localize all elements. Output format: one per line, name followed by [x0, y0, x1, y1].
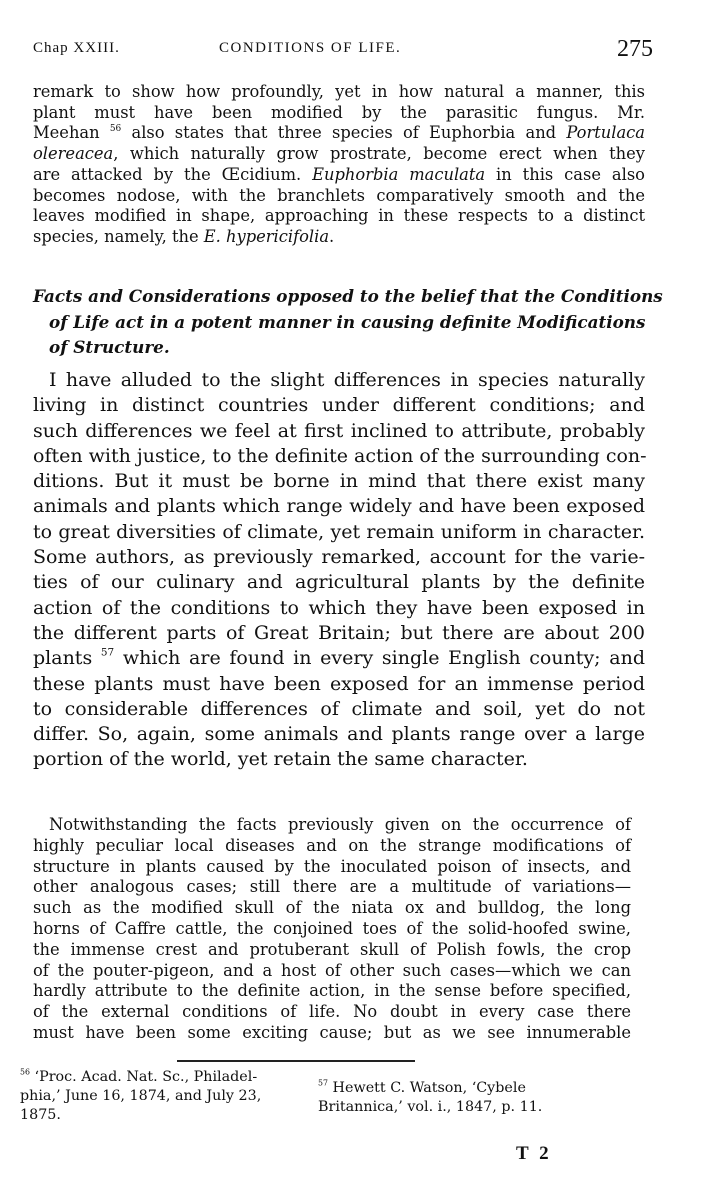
text-line: animals and plants which range widely and have been exposed [33, 495, 645, 518]
text-line: to considerable differences of climate and soil, yet do not [33, 697, 645, 720]
text-line: action of the conditions to which they have been exposed in [33, 596, 645, 619]
heading-line: Facts and Considerations opposed to the belief that the Conditions [33, 286, 663, 306]
text-line: such differences we feel at first inclined to attribute, probably [33, 419, 645, 442]
footnote-line: phia,’ June 16, 1874, and July 23, [20, 1088, 262, 1104]
text-line: olereacea, which naturally grow prostrate, become erect when they [33, 144, 645, 164]
footnote-line: 1875. [20, 1107, 61, 1123]
text-line: highly peculiar local diseases and on the strange modifications of [33, 835, 631, 855]
text-line: hardly attribute to the definite action, in the sense before specified, [33, 981, 631, 1001]
text-line: of the pouter-pigeon, and a host of other such cases—which we can [33, 960, 631, 980]
text-line: of the external conditions of life. No doubt in every case there [33, 1002, 631, 1022]
text-line: differ. So, again, some animals and plants range over a large [33, 723, 645, 746]
footnote-ref-57: 57 [100, 646, 115, 659]
text-line: portion of the world, yet retain the same character. [33, 748, 528, 771]
heading-line: of Structure. [49, 337, 170, 357]
paragraph-2 [33, 368, 645, 773]
text-line: to great diversities of climate, yet remain uniform in character. [33, 520, 645, 543]
paragraph-3 [33, 815, 631, 1044]
text-line: ditions. But it must be borne in mind that there exist many [33, 470, 645, 493]
text-line: Meehan $^{56}$ also states that three species of Euphorbia and Portulaca [33, 123, 645, 143]
running-header [33, 36, 653, 68]
heading-line: of Life act in a potent manner in causing definite Modifications [49, 311, 646, 332]
text-line: often with justice, to the definite action of the surrounding con- [33, 444, 647, 467]
text-line: remark to show how profoundly, yet in how natural a manner, this [33, 82, 645, 101]
text-line: I have alluded to the slight differences in species naturally [49, 369, 645, 391]
text-line: these plants must have been exposed for an immense period [33, 672, 645, 695]
footnote-line: $^{57}$ Hewett C. Watson, ‘Cybele [318, 1078, 526, 1096]
text-line: structure in plants caused by the inoculated poison of insects, and [33, 856, 631, 876]
footnotes [20, 1068, 630, 1128]
text-line: plants $^{57}$ which are found in every single English county; and [33, 646, 645, 670]
footnote-ref-56: 56 [109, 124, 122, 135]
signature-mark: T 2 [516, 1143, 552, 1164]
text-line: plant must have been modified by the parasitic fungus. Mr. [33, 102, 645, 122]
text-line: such as the modified skull of the niata ox and bulldog, the long [33, 898, 631, 918]
section-heading [33, 284, 663, 361]
text-line: species, namely, the E. hypericifolia. [33, 226, 335, 246]
footnote-rule [177, 1060, 415, 1062]
text-line: are attacked by the Œcidium. Euphorbia maculata in this case also [33, 164, 645, 184]
page-number: 275 [617, 36, 653, 62]
text-line: Some authors, as previously remarked, account for the varie- [33, 546, 645, 569]
running-title: CONDITIONS OF LIFE. [219, 40, 402, 56]
text-line: horns of Caffre cattle, the conjoined toes of the solid-hoofed swine, [33, 918, 631, 938]
footnote-56 [20, 1068, 305, 1125]
footnote-line: Britannica,’ vol. i., 1847, p. 11. [318, 1099, 543, 1115]
chapter-label: Chap XXIII. [33, 40, 120, 56]
text-line: leaves modified in shape, approaching in these respects to a distinct [33, 206, 645, 226]
paragraph-1 [33, 82, 645, 248]
text-line: the immense crest and protuberant skull of Polish fowls, the crop [33, 939, 631, 959]
text-line: other analogous cases; still there are a multitude of variations— [33, 877, 631, 897]
text-line: ties of our culinary and agricultural plants by the definite [33, 571, 645, 594]
text-line: living in distinct countries under different conditions; and [33, 394, 645, 417]
footnote-line: $^{56}$ ‘Proc. Acad. Nat. Sc., Philadel- [20, 1067, 258, 1085]
text-line: must have been some exciting cause; but as we see innumerable [33, 1022, 631, 1042]
text-line: Notwithstanding the facts previously given on the occurrence of [49, 815, 631, 834]
footnote-57 [318, 1079, 618, 1117]
text-line: the different parts of Great Britain; but there are about 200 [33, 621, 645, 644]
text-line: becomes nodose, with the branchlets comparatively smooth and the [33, 185, 645, 205]
